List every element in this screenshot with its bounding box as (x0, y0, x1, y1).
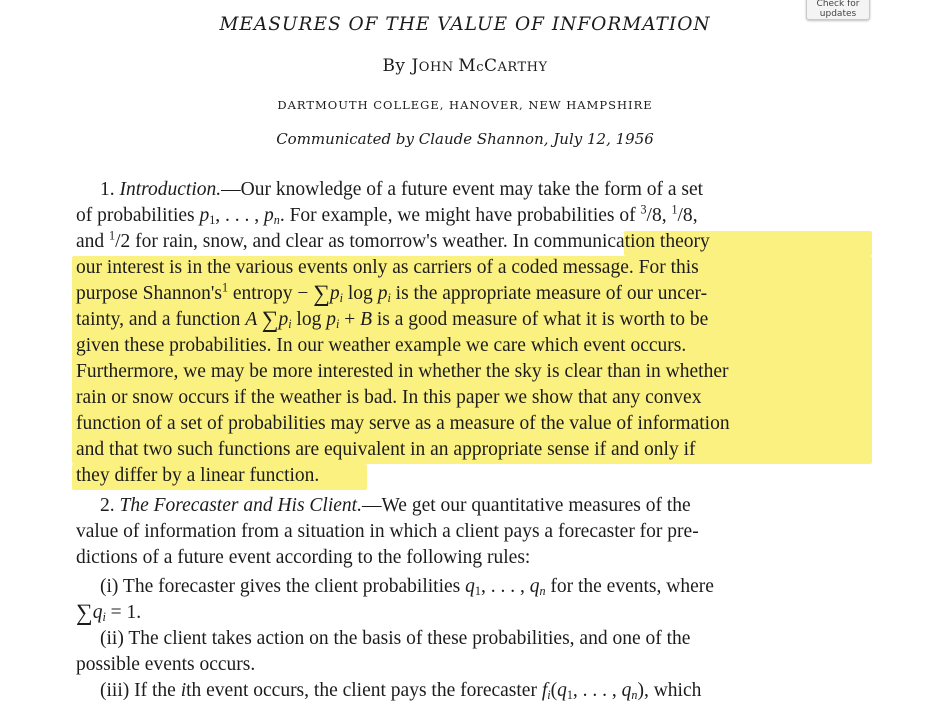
l6-i2: i (335, 317, 340, 332)
paragraph-1-line-3 (76, 229, 710, 255)
paragraph-2-line-3: dictions of a future event according to the following rules: (76, 547, 531, 568)
author-ohn: OHN (418, 60, 459, 75)
l20-qn: q (621, 680, 632, 701)
l6b: is a good measure of what it is worth to be (372, 309, 709, 330)
sigma-symbol-3: ∑ (76, 599, 93, 626)
section-number-2: 2. (100, 495, 120, 516)
section-number-1: 1. (100, 179, 120, 200)
l6-plus: + (339, 309, 361, 330)
l16c: for the events, where (545, 576, 714, 597)
l6-B: B (360, 309, 372, 330)
frac-half-den: /2 (115, 231, 131, 252)
paragraph-1-line-9: rain or snow occurs if the weather is bad. In this paper we show that any convex (76, 387, 702, 408)
frac-3-den: /8 (646, 205, 662, 226)
rule-ii-line-2: possible events occurs. (76, 654, 256, 675)
l5b: entropy − (228, 283, 314, 304)
l17-i: i (102, 610, 106, 625)
l2-p1: p (199, 205, 210, 226)
paragraph-1-line-11: and that two such functions are equivalent in an appropriate sense if and only if (76, 439, 696, 460)
l5-p: p (329, 283, 340, 304)
l2a: of probabilities (76, 205, 200, 226)
section-heading-forecaster: The Forecaster and His Client. (119, 495, 362, 516)
author-j: J (411, 56, 419, 76)
l6-log: log (291, 309, 327, 330)
sigma-symbol-2: ∑ (261, 306, 279, 333)
paragraph-1-line-12: they differ by a linear function. (76, 465, 320, 486)
l20-fi: i (547, 688, 551, 703)
l2-pn: p (264, 205, 274, 226)
l5c: is the appropriate measure of our uncer- (390, 283, 708, 304)
paragraph-1-line-2 (76, 203, 698, 229)
rule-iii-line-1 (100, 678, 701, 704)
author-by: By (382, 56, 412, 76)
l20-sub1: 1 (566, 688, 573, 703)
l2-comma: , (661, 205, 672, 226)
l2-end: , (692, 205, 698, 226)
l3c: In communication theory (512, 231, 710, 252)
paragraph-1-line-8: Furthermore, we may be more interested in whether the sky is clear than in whether (76, 361, 729, 382)
l16b: , . . . , (480, 576, 530, 597)
rule-ii-line-1: (ii) The client takes action on the basis of these probabilities, and one of the (100, 628, 691, 649)
l16-subn: n (539, 584, 546, 599)
author-m: M (458, 56, 477, 76)
author-arthy: ARTHY (497, 60, 548, 75)
l2c: . For example, we might have probabilities of (279, 205, 641, 226)
l5-i: i (339, 291, 344, 306)
l16-qn: q (529, 576, 540, 597)
paragraph-1-line-10: function of a set of probabilities may serve as a measure of the value of information (76, 413, 730, 434)
l1-text: —Our knowledge of a future event may take the form of a set (221, 179, 704, 200)
l20b: th event occurs, the client pays the forecaster (186, 680, 542, 701)
l20-subn: n (631, 688, 638, 703)
l13-text: —We get our quantitative measures of the (361, 495, 691, 516)
author-c2: C (484, 56, 498, 76)
l6a: tainty, and a function (76, 309, 246, 330)
l17b: = 1. (105, 602, 142, 623)
author-c: c (476, 60, 484, 75)
l6-A: A (245, 309, 262, 330)
frac-1-den: /8 (677, 205, 693, 226)
paragraph-1-line-1 (100, 177, 703, 203)
l3a: and (76, 231, 110, 252)
l16-sub1: 1 (474, 584, 481, 599)
paragraph-1-line-5 (76, 281, 707, 307)
l20a: (iii) If the (100, 680, 181, 701)
paragraph-1-line-6 (76, 307, 708, 333)
l5a: purpose Shannon's (76, 283, 222, 304)
l20-f: f (541, 680, 548, 701)
author-line (0, 56, 930, 76)
l2-sub1: 1 (209, 213, 216, 228)
l3b: for rain, snow, and clear as tomorrow's weather. (130, 231, 513, 252)
rule-i-line-1 (100, 574, 714, 600)
frac-1-num: 1 (671, 202, 678, 217)
l17-q: q (92, 602, 103, 623)
l20c: ( (550, 680, 558, 701)
rule-i-line-2 (76, 600, 141, 626)
frac-3-num: 3 (640, 202, 647, 217)
frac-half-num: 1 (109, 228, 116, 243)
l2b: , . . . , (215, 205, 265, 226)
l20e: ), which (637, 680, 702, 701)
l6-p: p (278, 309, 289, 330)
l16-q1: q (465, 576, 475, 597)
communicated-line: Communicated by Claude Shannon, July 12, 1956 (276, 130, 654, 148)
l20-i: i (180, 680, 187, 701)
l20-q1: q (557, 680, 567, 701)
paragraph-1-line-7: given these probabilities. In our weather example we care which event occurs. (76, 335, 687, 356)
check-for-updates-line2: updates (819, 9, 857, 19)
l5-i2: i (387, 291, 391, 306)
l6-p2: p (326, 309, 336, 330)
paragraph-2-line-2: value of information from a situation in which a client pays a forecaster for pre- (76, 521, 699, 542)
section-heading-introduction: Introduction. (119, 179, 222, 200)
l5-log: log (343, 283, 378, 304)
l2-subn: n (273, 213, 280, 228)
l5-p2: p (377, 283, 388, 304)
sigma-symbol: ∑ (313, 280, 330, 307)
check-for-updates-line1: Check for (816, 0, 860, 9)
institution: DARTMOUTH COLLEGE, HANOVER, NEW HAMPSHIRE (277, 98, 653, 112)
paragraph-1-line-4: our interest is in the various events only as carriers of a coded message. For this (76, 257, 699, 278)
l6-i: i (288, 317, 292, 332)
footnote-marker-1: 1 (221, 280, 229, 295)
l16a: (i) The forecaster gives the client probabilities (100, 576, 466, 597)
paragraph-2-line-1 (100, 493, 691, 519)
paper-title: MEASURES OF THE VALUE OF INFORMATION (219, 14, 711, 35)
l20d: , . . . , (572, 680, 622, 701)
